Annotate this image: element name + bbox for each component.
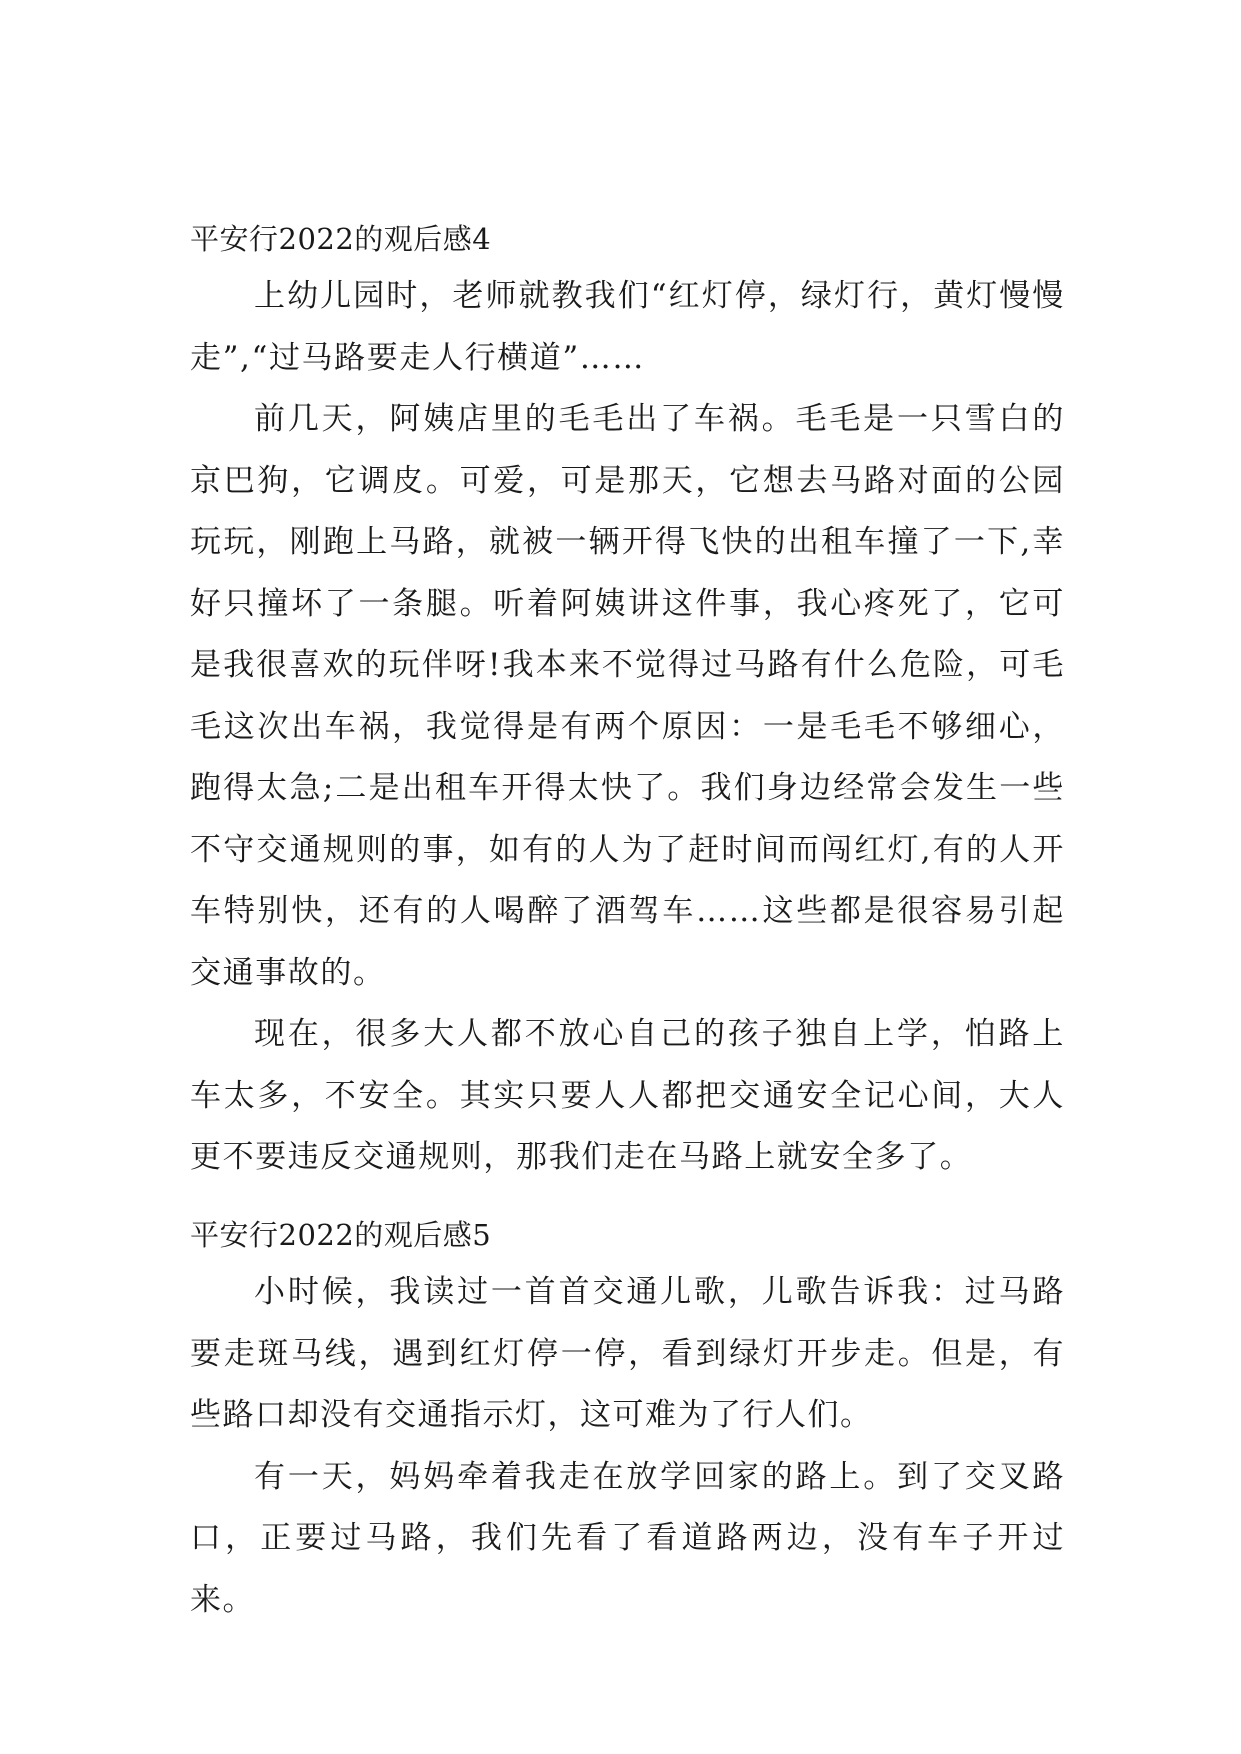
paragraph: 现在，很多大人都不放心自己的孩子独自上学，怕路上车太多，不安全。其实只要人人都把交通安全记心间，大人更不要违反交通规则，那我们走在马路上就安全多了。 [190,1016,1065,1175]
essay-section-4 [190,212,1065,1189]
paragraph: 小时候，我读过一首首交通儿歌，儿歌告诉我：过马路要走斑马线，遇到红灯停一停，看到绿灯开步走。但是，有些路口却没有交通指示灯，这可难为了行人们。 [190,1274,1065,1433]
section-heading: 平安行2022的观后感5 [190,1218,492,1252]
section-heading: 平安行2022的观后感4 [190,222,492,256]
essay-section-5 [190,1208,1065,1631]
paragraph: 上幼儿园时，老师就教我们“红灯停，绿灯行，黄灯慢慢走”,“过马路要走人行横道”…… [190,278,1065,376]
paragraph: 有一天，妈妈牵着我走在放学回家的路上。到了交叉路口，正要过马路，我们先看了看道路两边，没有车子开过来。 [190,1458,1065,1618]
paragraph: 前几天，阿姨店里的毛毛出了车祸。毛毛是一只雪白的京巴狗，它调皮。可爱，可是那天，它想去马路对面的公园玩玩，刚跑上马路，就被一辆开得飞快的出租车撞了一下,幸好只撞坏了一条腿。听着阿姨讲这件事，我心疼死了，它可是我很喜欢的玩伴呀!我本来不觉得过马路有什么危险，可毛毛这次出车祸，我觉得是有两个原因：一是毛毛不够细心，跑得太急;二是出租车开得太快了。我们身边经常会发生一些不守交通规则的事，如有的人为了赶时间而闯红灯,有的人开车特别快，还有的人喝醉了酒驾车……这些都是很容易引起交通事故的。 [190,401,1065,991]
